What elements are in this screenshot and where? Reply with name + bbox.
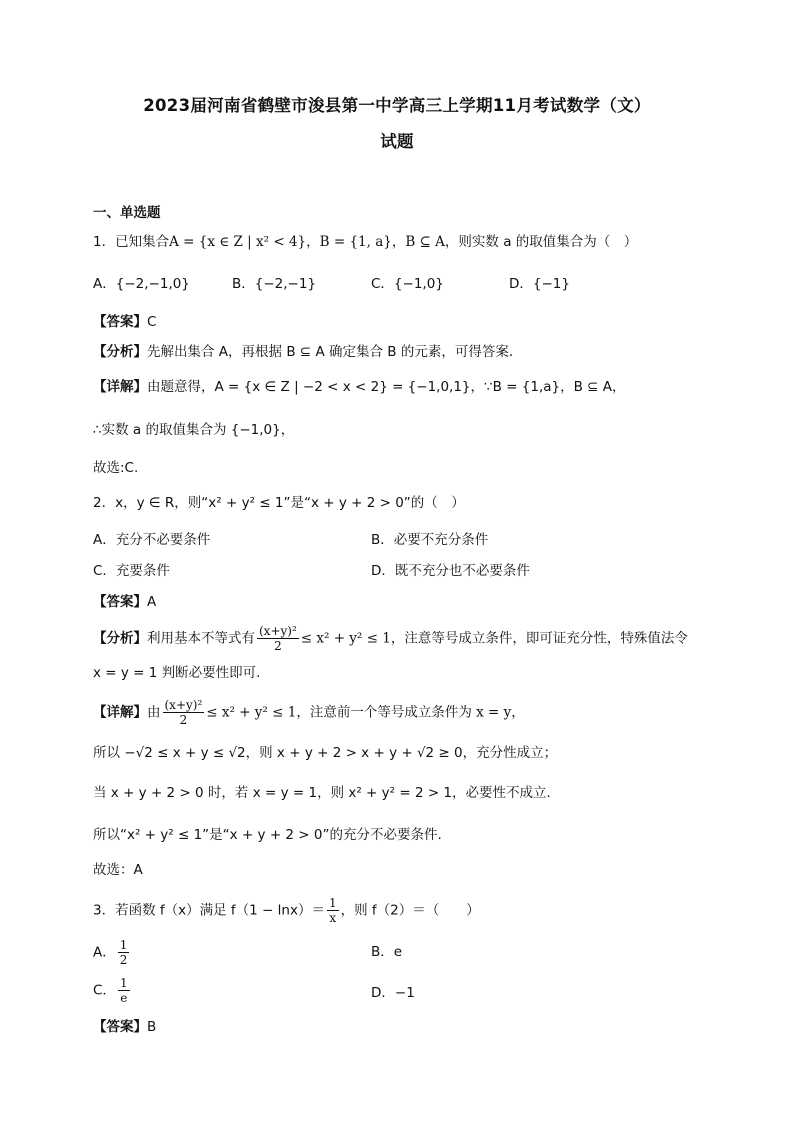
- q2-stem: 2．x，y ∈ R，则“x² + y² ≤ 1”是“x + y + 2 > 0”的（ ）: [93, 495, 465, 511]
- analysis-label: 【分析】: [93, 344, 147, 360]
- q2-option-d: D．既不充分也不必要条件: [371, 563, 530, 579]
- q3-option-c-fraction: [118, 976, 130, 1005]
- q2-detail-line2: 所以 −√2 ≤ x + y ≤ √2，则 x + y + 2 > x + y + √2 ≥ 0，充分性成立；: [93, 745, 558, 761]
- detail-label: 【详解】: [93, 704, 147, 721]
- fraction-numerator: 1: [328, 896, 337, 910]
- q1-option-d: D．{−1}: [509, 276, 570, 292]
- q3-answer: [93, 1018, 156, 1036]
- answer-label: 【答案】: [93, 594, 147, 610]
- fraction-denominator: 2: [274, 639, 282, 653]
- q3-option-a: [93, 938, 131, 967]
- q2-option-c: C．充要条件: [93, 563, 170, 579]
- q1-stem: [93, 233, 637, 251]
- q3-stem-fraction: [327, 896, 339, 925]
- fraction-denominator: 2: [179, 713, 188, 727]
- q1-stem-pre: 1．已知集合: [93, 234, 170, 250]
- section-heading: 一、单选题: [93, 205, 161, 221]
- q2-detail-line5: 故选：A: [93, 862, 143, 878]
- q2-option-a: A．充分不必要条件: [93, 532, 211, 548]
- q2-analysis-pre: 利用基本不等式有: [147, 630, 255, 647]
- q2-detail-fraction: [163, 698, 205, 727]
- analysis-label: 【分析】: [93, 630, 147, 647]
- fraction-denominator: 2: [119, 953, 128, 967]
- q3-option-a-fraction: [118, 938, 130, 967]
- q1-stem-post: ，则实数 a 的取值集合为（ ）: [444, 234, 638, 250]
- q1-option-a: A．{−2,−1,0}: [93, 276, 190, 292]
- q3-option-d: D．−1: [371, 985, 415, 1001]
- fraction-numerator: 1: [119, 976, 128, 990]
- q2-answer: [93, 593, 156, 611]
- q1-set-b: ，B = {1, a}，B ⊆ A: [306, 234, 445, 250]
- q2-detail-line3: 当 x + y + 2 > 0 时，若 x = y = 1，则 x² + y² = 2 > 1，必要性不成立.: [93, 785, 551, 801]
- q2-detail-post: ≤ x² + y² ≤ 1，注意前一个等号成立条件为 x = y，: [206, 704, 525, 721]
- q1-answer: [93, 313, 156, 331]
- q1-analysis-text: 先解出集合 A，再根据 B ⊆ A 确定集合 B 的元素，可得答案.: [147, 344, 514, 360]
- doc-title-line1: 2023届河南省鹤壁市浚县第一中学高三上学期11月考试数学（文）: [143, 96, 651, 115]
- q3-option-c-label: C．: [93, 982, 116, 999]
- q2-option-b: B．必要不充分条件: [371, 532, 489, 548]
- q1-option-b: B．{−2,−1}: [232, 276, 317, 292]
- doc-title-line2: 试题: [380, 132, 414, 151]
- fraction-denominator: e: [120, 991, 128, 1005]
- fraction-denominator: x: [329, 911, 337, 925]
- q1-detail-line3: 故选:C.: [93, 460, 139, 476]
- q2-analysis-line2: x = y = 1 判断必要性即可.: [93, 665, 261, 681]
- q3-stem-pre: 3．若函数 f（x）满足 f（1 − lnx）＝: [93, 902, 325, 919]
- q1-analysis: [93, 343, 513, 361]
- q3-option-b: B．e: [371, 944, 403, 960]
- q1-set-a: A = {x ∈ Z | x² < 4}: [169, 234, 307, 250]
- q3-stem-post: ，则 f（2）＝（ ）: [340, 902, 480, 919]
- q3-option-a-label: A．: [93, 944, 116, 961]
- q2-analysis-post: ≤ x² + y² ≤ 1，注意等号成立条件，即可证充分性，特殊值法令: [300, 630, 688, 647]
- answer-label: 【答案】: [93, 1019, 147, 1035]
- answer-label: 【答案】: [93, 314, 147, 330]
- fraction-numerator: (x+y)²: [164, 698, 203, 712]
- detail-label: 【详解】: [93, 379, 147, 395]
- q1-detail: [93, 378, 626, 396]
- fraction-numerator: 1: [119, 938, 128, 952]
- q1-answer-value: C: [147, 314, 157, 330]
- q3-stem: [93, 896, 480, 925]
- q2-detail-line4: 所以“x² + y² ≤ 1”是“x + y + 2 > 0”的充分不必要条件.: [93, 827, 442, 843]
- q2-analysis: [93, 624, 688, 653]
- q2-detail: [93, 698, 525, 727]
- q1-detail-line1: 由题意得，A = {x ∈ Z | −2 < x < 2} = {−1,0,1}，∵B = {1,a}，B ⊆ A，: [147, 379, 626, 395]
- q2-answer-value: A: [147, 594, 157, 610]
- q3-answer-value: B: [147, 1019, 157, 1035]
- q2-detail-pre: 由: [147, 704, 161, 721]
- q2-analysis-fraction: [257, 624, 299, 653]
- q1-option-c: C．{−1,0}: [371, 276, 444, 292]
- fraction-numerator: (x+y)²: [259, 624, 297, 638]
- q3-option-c: [93, 976, 132, 1005]
- q1-detail-line2: ∴实数 a 的取值集合为 {−1,0}，: [93, 422, 295, 438]
